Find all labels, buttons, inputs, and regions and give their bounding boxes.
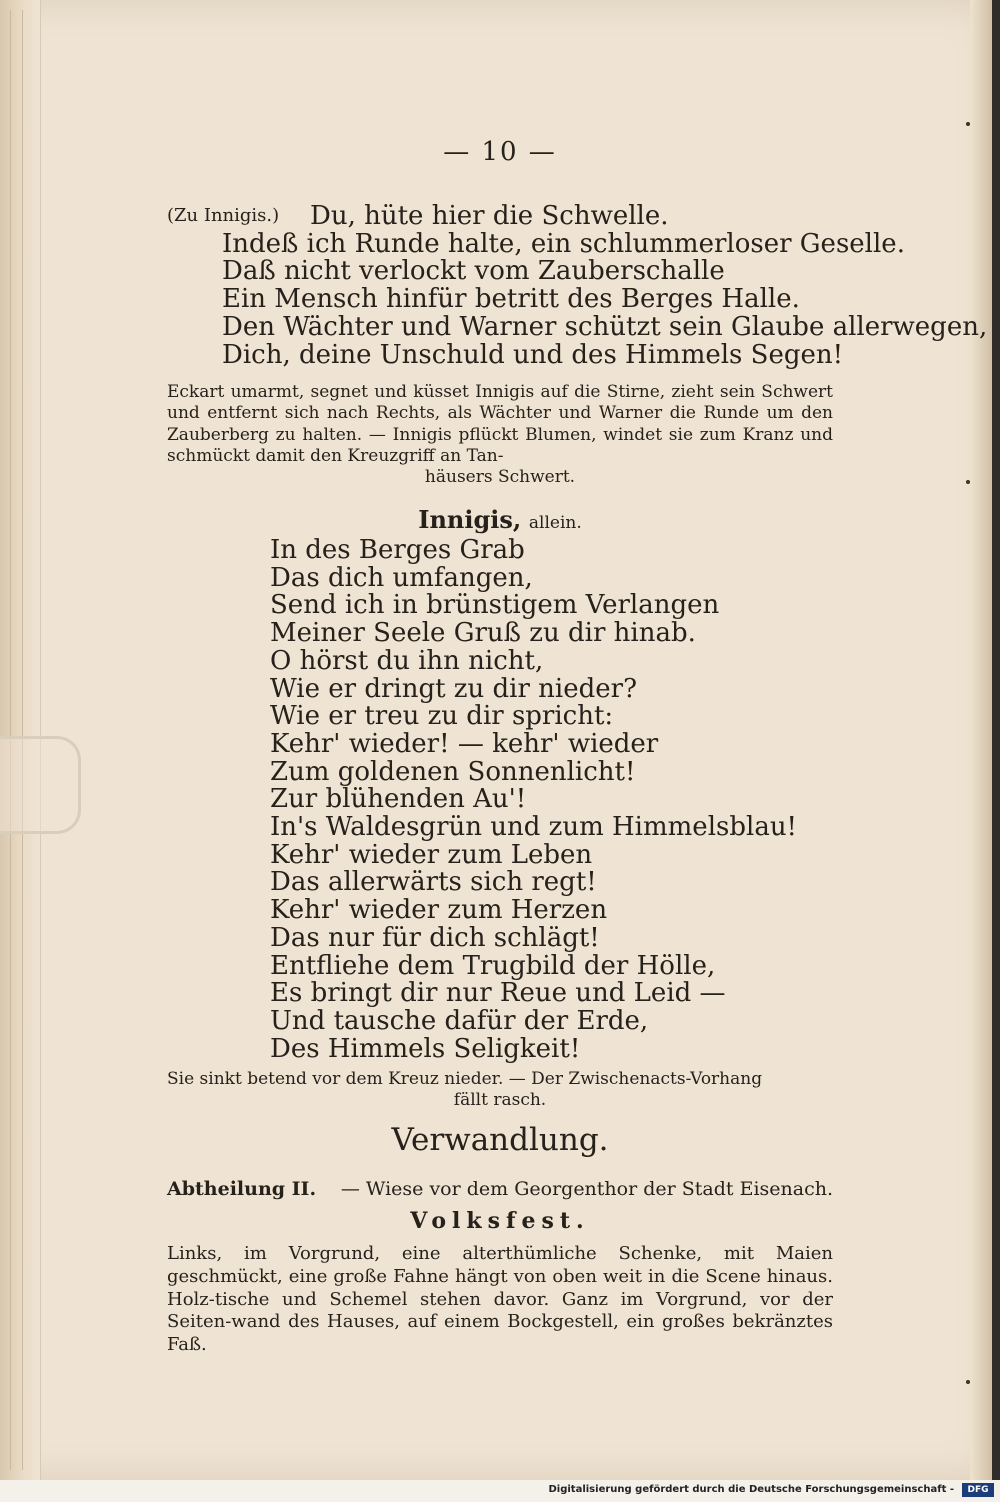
- section-label: Abtheilung II.: [167, 1178, 317, 1200]
- stage-direction-1: [167, 382, 833, 488]
- scene-change-heading: Verwandlung.: [391, 1122, 609, 1158]
- verse-line: In des Berges Grab: [270, 535, 525, 565]
- verse-line: Dich, deine Unschuld und des Himmels Segen!: [222, 339, 844, 370]
- page-clip-mark: [0, 736, 81, 834]
- verse-block-2: [270, 537, 797, 1063]
- edge-mark: [966, 122, 970, 126]
- stage-direction-2: [167, 1069, 833, 1112]
- verse-line: Das nur für dich schlägt!: [270, 922, 600, 953]
- verse-line: In's Waldesgrün und zum Himmelsblau!: [270, 812, 798, 843]
- verse-line: Ein Mensch hinfür betritt des Berges Halle.: [222, 284, 800, 315]
- edge-mark: [966, 1380, 970, 1384]
- verse-line: Des Himmels Seligkeit!: [270, 1033, 581, 1064]
- stage-direction-text: Sie sinkt betend vor dem Kreuz nieder. — Der Zwischenacts-Vorhang: [167, 1069, 763, 1089]
- stage-direction-text: Eckart umarmt, segnet und küsset Innigis auf die Stirne, zieht sein Schwert und entfernt sich nach Rechts, als Wächter und Warner die Runde um den Zauberberg zu halten. — Innigis pflückt Blumen, windet sie zum Kranz und schmückt damit den Kreuzgriff an Tan-: [167, 382, 833, 466]
- verse-line: Das allerwärts sich regt!: [270, 867, 597, 898]
- verse-line: O hörst du ihn nicht,: [270, 645, 544, 676]
- edge-mark: [966, 480, 970, 484]
- verse-line: Den Wächter und Warner schützt sein Glaube allerwegen,: [222, 311, 988, 342]
- verse-line: Kehr' wieder zum Leben: [270, 839, 593, 870]
- verse-line: Zur blühenden Au'!: [270, 784, 527, 815]
- verse-line: Kehr' wieder! — kehr' wieder: [270, 728, 659, 759]
- verse-line: Zum goldenen Sonnenlicht!: [270, 756, 636, 787]
- speaker-heading: [0, 505, 1000, 534]
- verse-line: Send ich in brünstigem Verlangen: [270, 590, 720, 621]
- verse-line: Daß nicht verlockt vom Zauberschalle: [222, 256, 725, 287]
- stage-direction-end: fällt rasch.: [453, 1090, 547, 1111]
- verse-line: Es bringt dir nur Reue und Leid —: [270, 978, 726, 1009]
- stage-direction-3: Links, im Vorgrund, eine alterthümliche Schenke, mit Maien geschmückt, eine große Fahne hängt von oben weit in die Scene hinaus. Holz-tische und Schemel stehen davor. Ganz im Vorgrund, vor der Seiten-wand des Hauses, auf einem Bockgestell, ein großes bekränztes Faß.: [167, 1243, 833, 1356]
- section-setting: — Wiese vor dem Georgenthor der Stadt Eisenach.: [340, 1178, 833, 1200]
- funding-note: Digitalisierung gefördert durch die Deutsche Forschungsgemeinschaft -: [548, 1484, 954, 1495]
- speaker-note: (Zu Innigis.): [167, 205, 280, 226]
- verse-line: Wie er treu zu dir spricht:: [270, 701, 614, 732]
- verse-line: Und tausche dafür der Erde,: [270, 1005, 649, 1036]
- stage-direction-end: häusers Schwert.: [424, 467, 576, 488]
- scene-title: Volksfest.: [410, 1208, 590, 1234]
- dfg-logo: DFG: [962, 1483, 994, 1497]
- verse-line: Meiner Seele Gruß zu dir hinab.: [270, 618, 696, 649]
- page-number: — 10 —: [443, 137, 557, 167]
- speaker-direction: allein.: [528, 513, 582, 533]
- verse-line: Wie er dringt zu dir nieder?: [270, 673, 638, 704]
- verse-block-1: [222, 203, 987, 369]
- section-line: [167, 1178, 833, 1200]
- verse-line: Du, hüte hier die Schwelle.: [310, 201, 669, 231]
- verse-line: Indeß ich Runde halte, ein schlummerloser Geselle.: [222, 228, 905, 259]
- verse-line: Kehr' wieder zum Herzen: [270, 895, 608, 926]
- verse-line: Das dich umfangen,: [270, 562, 533, 593]
- speaker-name: Innigis,: [418, 505, 522, 534]
- verse-line: Entfliehe dem Trugbild der Hölle,: [270, 950, 716, 981]
